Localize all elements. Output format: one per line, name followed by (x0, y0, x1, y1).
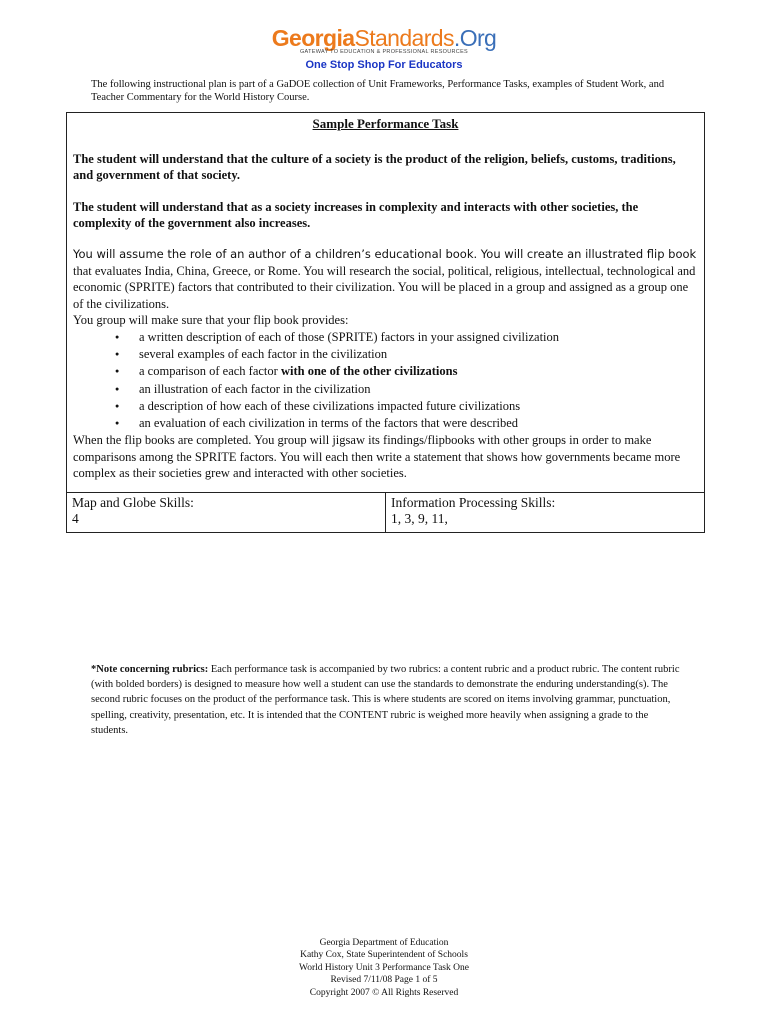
bold-phrase: with one of the other civilizations (280, 364, 458, 379)
list-item: ● a written description of each of those (SPRITE) factors in your assigned civilization (73, 329, 698, 346)
information-processing-skills-value: 1, 3, 9, 11, (391, 511, 448, 526)
logo-subtitle: One Stop Shop For Educators (305, 59, 463, 71)
closing-paragraph: When the flip books are completed. You group will jigsaw its findings/flipbooks with other groups in order to make comparisons among the SPRITE factors. You will each then write a statement that shows how governments became more complex as their societies grew and interacted with other societies. (73, 433, 681, 481)
intro-paragraph: The following instructional plan is part of a GaDOE collection of Unit Frameworks, Performance Tasks, examples of Student Work, and Teacher Commentary for the World History Course. (91, 79, 665, 103)
map-globe-skills-cell (67, 492, 385, 532)
list-item: ● a comparison of each factor with one of the other civilizations (73, 363, 698, 380)
rubric-note (91, 662, 681, 738)
logo-tagline: GATEWAY TO EDUCATION & PROFESSIONAL RESOURCES (299, 49, 469, 55)
map-globe-skills-value: 4 (72, 511, 79, 526)
performance-task-box (66, 112, 705, 493)
logo-word-georgia: Georgia (271, 25, 355, 51)
list-item: ● a description of how each of these civilizations impacted future civilizations (73, 398, 698, 415)
rubric-note-text: Each performance task is accompanied by two rubrics: a content rubric and a product rubric. The content rubric (with bolded borders) is designed to measure how well a student can use the standards to demonstrate the enduring understanding(s). The second rubric focuses on the product of the performance task. This is where students are scored on items involving grammar, punctuation, spelling, creativity, presentation, etc. It is intended that the CONTENT rubric is weighed more heavily when assigning a grade to the students. (91, 664, 680, 736)
footer-line-department: Georgia Department of Education (319, 938, 449, 948)
skills-table (66, 492, 705, 533)
role-sentence: You will assume the role of an author of a children’s educational book. You will create an illustrated flip book (73, 247, 697, 261)
footer-line-course: World History Unit 3 Performance Task One (299, 962, 469, 973)
task-description (73, 246, 698, 482)
georgia-standards-logo (0, 26, 768, 71)
information-processing-skills-label: Information Processing Skills: (391, 495, 556, 510)
enduring-understanding-1: The student will understand that the culture of a society is the product of the religion, beliefs, customs, traditions, and government of that society. (73, 152, 676, 182)
footer-line-superintendent: Kathy Cox, State Superintendent of Schools (300, 950, 468, 961)
list-item: ● an evaluation of each civilization in terms of the factors that were described (73, 415, 698, 432)
rubric-note-label: *Note concerning rubrics: (91, 664, 209, 675)
footer-line-copyright: Copyright 2007 © All Rights Reserved (309, 987, 459, 998)
list-item: ● an illustration of each factor in the civilization (73, 381, 698, 398)
logo-word-standards: Standards (354, 25, 454, 51)
footer-line-revision: Revised 7/11/08 Page 1 of 5 (330, 975, 438, 986)
page-footer (0, 937, 768, 999)
logo-wordmark (0, 26, 768, 50)
information-processing-skills-cell (385, 492, 704, 532)
task-description-text: that evaluates India, China, Greece, or Rome. You will research the social, political, religious, intellectual, technological and economic (SPRITE) factors that contributed to their civilization. You will be placed in a group and assigned as a group one of the civilizations. (73, 263, 696, 311)
map-globe-skills-label: Map and Globe Skills: (72, 495, 194, 510)
logo-word-org: .Org (453, 25, 497, 51)
requirements-list (73, 329, 698, 432)
task-title: Sample Performance Task (312, 116, 459, 131)
provides-intro: You group will make sure that your flip book provides: (73, 313, 349, 328)
enduring-understanding-2: The student will understand that as a society increases in complexity and interacts with other societies, the complexity of the government also increases. (73, 200, 639, 230)
list-item: ● several examples of each factor in the civilization (73, 346, 698, 363)
